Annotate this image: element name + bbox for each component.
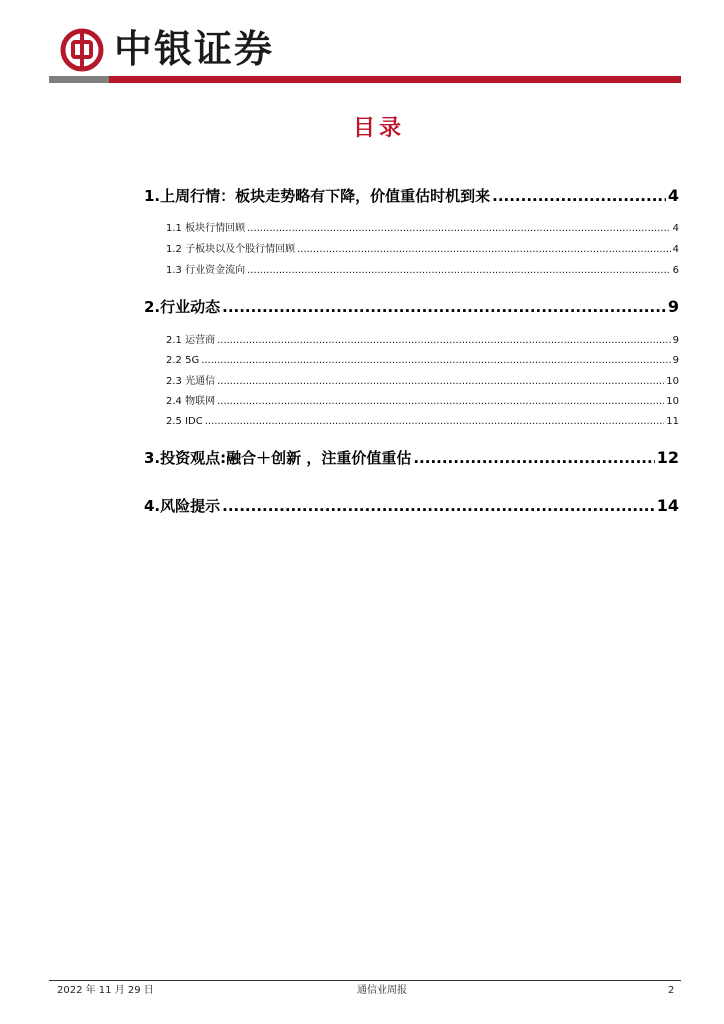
page-header xyxy=(0,0,724,90)
toc-entry-page: 9 xyxy=(667,297,679,316)
toc-entry-2-4[interactable] xyxy=(166,395,679,409)
toc-entry-label: 4.风险提示 xyxy=(144,497,221,515)
toc-entry-label: 1.2 子板块以及个股行情回顾 xyxy=(166,244,296,255)
toc-entry-page: 6 xyxy=(672,265,679,276)
toc-leader-dots xyxy=(217,395,664,409)
footer-report-name: 通信业周报 xyxy=(357,985,407,996)
toc-leader-dots xyxy=(297,243,671,257)
toc-entry-1-3[interactable] xyxy=(166,264,679,278)
toc-entry-label: 2.1 运营商 xyxy=(166,335,216,346)
toc-entry-page: 10 xyxy=(666,376,679,387)
bank-of-china-logo-icon xyxy=(60,28,104,72)
toc-title: 目录 xyxy=(352,116,405,141)
toc-entry-page: 11 xyxy=(666,416,679,427)
toc-leader-dots xyxy=(247,264,671,278)
toc-entry-page: 14 xyxy=(656,496,679,515)
toc-entry-label: 1.1 板块行情回顾 xyxy=(166,223,246,234)
toc-entry-2-1[interactable] xyxy=(166,334,679,348)
toc-leader-dots xyxy=(222,496,655,516)
footer-page-number: 2 xyxy=(668,985,675,996)
toc-leader-dots xyxy=(201,354,670,368)
toc-leader-dots xyxy=(217,334,671,348)
toc-entry-page: 4 xyxy=(667,186,679,205)
toc-entry-1-2[interactable] xyxy=(166,243,679,257)
toc-entry-label: 1.3 行业资金流向 xyxy=(166,265,246,276)
toc-entry-page: 12 xyxy=(656,448,679,467)
footer-rule xyxy=(49,980,681,981)
toc-entry-1-1[interactable] xyxy=(166,222,679,236)
footer-date: 2022 年 11 月 29 日 xyxy=(57,985,154,996)
toc-entry-label: 2.行业动态 xyxy=(144,298,221,316)
toc-entry-page: 4 xyxy=(672,223,679,234)
toc-leader-dots xyxy=(413,448,654,468)
toc-entry-label: 3.投资观点:融合＋创新 ，注重价值重估 xyxy=(144,449,412,467)
toc-leader-dots xyxy=(205,415,665,429)
toc-entry-2-2[interactable] xyxy=(166,354,679,368)
toc-leader-dots xyxy=(222,297,666,317)
header-rule-red xyxy=(109,76,681,83)
toc-entry-2-3[interactable] xyxy=(166,375,679,389)
toc-leader-dots xyxy=(217,375,664,389)
toc-entry-2-5[interactable] xyxy=(166,415,679,429)
toc-entry-label: 1.上周行情：板块走势略有下降，价值重估时机到来 xyxy=(144,187,491,205)
toc-entry-page: 10 xyxy=(666,396,679,407)
toc-leader-dots xyxy=(247,222,671,236)
toc-entry-page: 4 xyxy=(672,244,679,255)
toc-entry-label: 2.4 物联网 xyxy=(166,396,216,407)
header-rule-grey xyxy=(49,76,109,83)
toc-entry-label: 2.2 5G xyxy=(166,355,200,366)
toc-entry-3[interactable] xyxy=(144,448,679,468)
toc-entry-4[interactable] xyxy=(144,496,679,516)
brand-name: 中银证券 xyxy=(114,26,275,71)
toc-entry-label: 2.3 光通信 xyxy=(166,376,216,387)
toc-entry-2[interactable] xyxy=(144,297,679,317)
toc-entry-label: 2.5 IDC xyxy=(166,416,203,427)
toc-entry-page: 9 xyxy=(672,335,679,346)
toc-entry-1[interactable] xyxy=(144,186,679,206)
toc-leader-dots xyxy=(492,186,666,206)
toc-entry-page: 9 xyxy=(672,355,679,366)
